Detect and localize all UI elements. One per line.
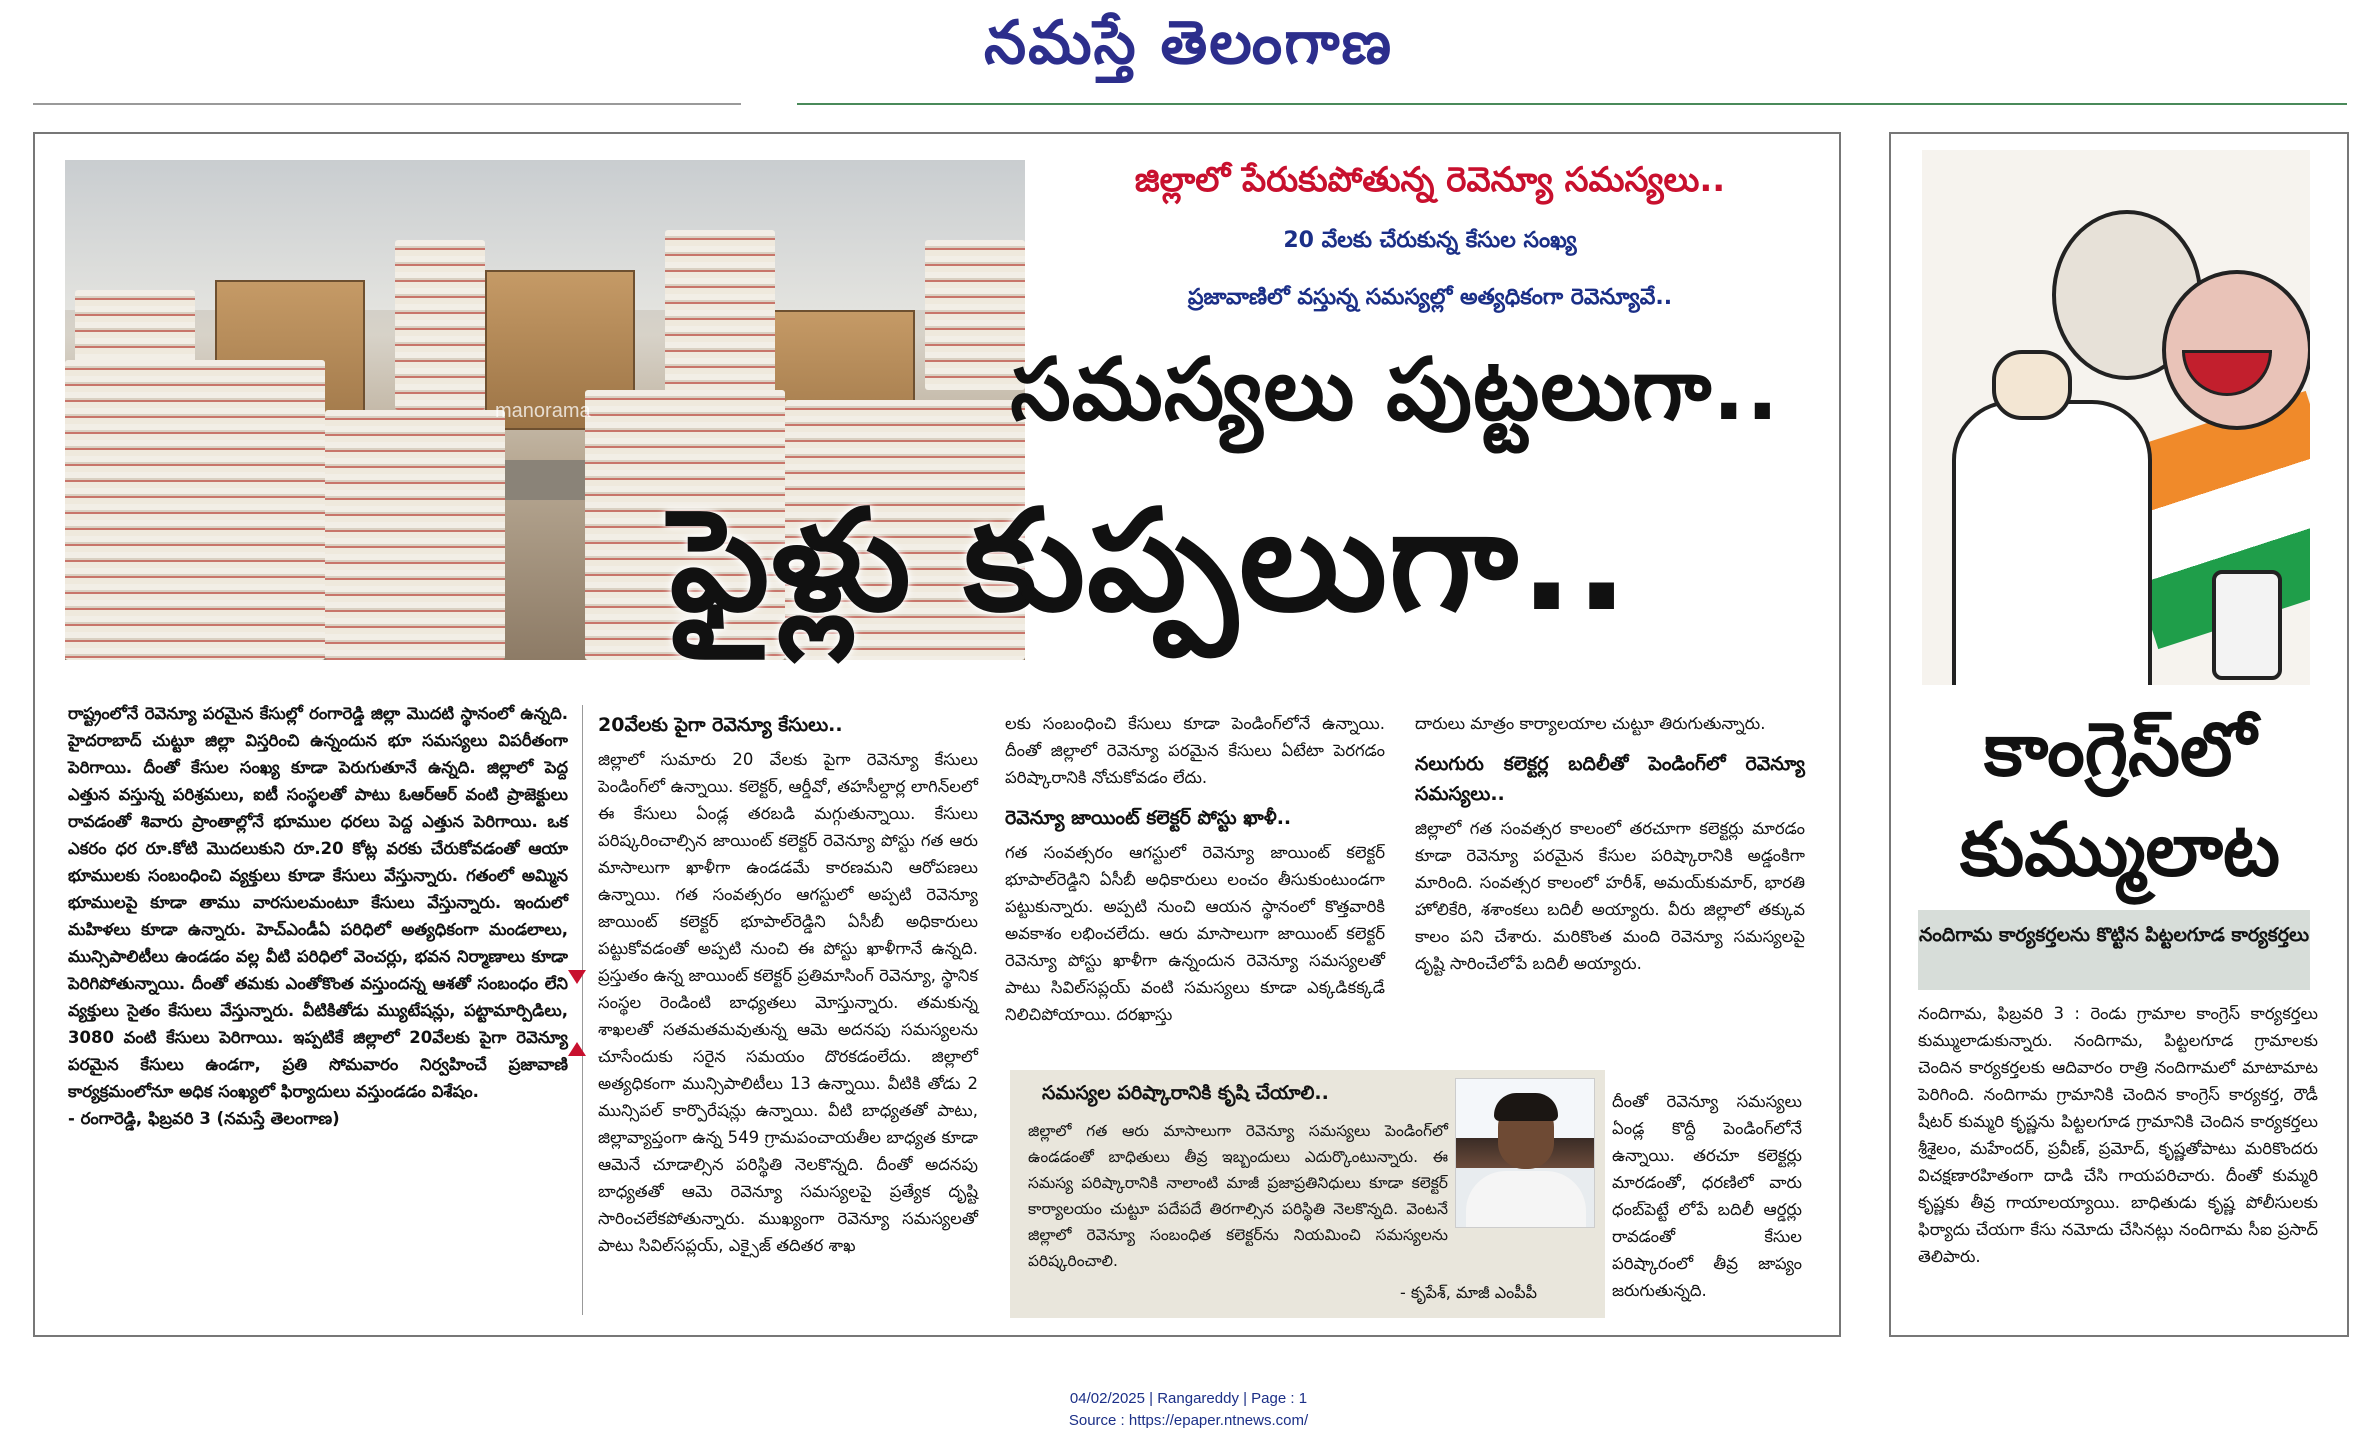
footer-date-edition: 04/02/2025 | Rangareddy | Page : 1 [1069,1390,1308,1407]
column-2-body: జిల్లాలో సుమారు 20 వేలకు పైగా రెవెన్యూ కేసులు పెండింగ్‌లో ఉన్నాయి. కలెక్టర్, ఆర్డీవో, తహసీల్దార్ల లాగిన్‌లలో ఈ కేసులు ఏండ్ల తరబడి మగ్గుతున్నాయి. కేసులు పరిష్కరించాల్సిన జాయింట్ కలెక్టర్ రెవెన్యూ పోస్టు గత ఆరు మాసాలుగా ఖాళీగా ఉండడమే కారణమని ఆరోపణలు ఉన్నాయి. గత సంవత్సరం ఆగస్టులో అప్పటి రెవెన్యూ జాయింట్ కలెక్టర్ భూపాల్‌రెడ్డిని ఏసీబీ అధికారులు పట్టుకోవడంతో అప్పటి నుంచి ఈ పోస్టు ఖాళీగానే ఉన్నది. ప్రస్తుతం ఉన్న జాయింట్ కలెక్టర్ ప్రతిమాసింగ్ రెవెన్యూ, స్థానిక సంస్థల రెండింటి బాధ్యతలు మోస్తున్నారు. తమకున్న శాఖలతో సతమతమవుతున్న ఆమె అదనపు సమస్యలను చూసేందుకు సరైన సమయం దొరకడంలేదు. జిల్లాలో అత్యధికంగా మున్సిపాలిటీలు 13 ఉన్నాయి. వీటికి తోడు 2 మున్సిపల్ కార్పొరేషన్లు ఉన్నాయి. వీటి బాధ్యతతో పాటు, జిల్లావ్యాప్తంగా ఉన్న 549 గ్రామపంచాయతీల బాధ్యత కూడా ఆమెనే చూడాల్సిన పరిస్థితి నెలకొన్నది. దీంతో అదనపు బాధ్యతతో ఆమె రెవెన్యూ సమస్యలపై ప్రత్యేక దృష్టి సారించలేకపోతున్నారు. ముఖ్యంగా రెవెన్యూ సమస్యలతో పాటు సివిల్‌సప్లయ్, ఎక్సైజ్ తదితర శాఖ [598,750,978,1255]
story-column-4 [1415,710,1805,977]
column-4-body: దారులు మాత్రం కార్యాలయాల చుట్టూ తిరుగుతున్నారు. [1415,714,1766,733]
quote-signature: - కృపేశ్, మాజీ ఎంపీపీ [1400,1283,1538,1302]
arrow-up-icon [568,1042,586,1056]
page-footer [0,1388,2377,1432]
photo-watermark: manorama [495,400,591,422]
story-column-2 [598,710,978,1259]
story-column-3 [1005,710,1385,1028]
column-3-subhead: రెవెన్యూ జాయింట్ కలెక్టర్ పోస్టు ఖాళీ.. [1005,807,1292,829]
side-kicker: నందిగామ కార్యకర్తలను కొట్టిన పిట్టలగూడ కార్యకర్తలు [1918,910,2310,990]
side-headline-line-1: కాంగ్రెస్‌లో [1983,707,2257,793]
footer-source: Source : https://epaper.ntnews.com/ [1068,1412,1309,1429]
column-3-body-2: గత సంవత్సరం ఆగస్టులో రెవెన్యూ జాయింట్ కలెక్టర్ భూపాల్‌రెడ్డిని ఏసీబీ అధికారులు లంచం తీసుకుంటుండగా పట్టుకున్నారు. అప్పటి నుంచి ఆయన స్థానంలో కొత్తవారికి అవకాశం లభించలేదు. ఆరు మాసాలుగా జాయింట్ కలెక్టర్ రెవెన్యూ పోస్టు ఖాళీగా ఉన్నందున రెవెన్యూ సమస్యలతో పాటు సివిల్‌సప్లయ్ వంటి సమస్యలు కూడా ఎక్కడికక్కడే నిలిచిపోయాయి. దరఖాస్తు [1005,843,1385,1024]
column-4-subhead: నలుగురు కలెక్టర్ల బదిలీతో పెండింగ్‌లో రెవెన్యూ సమస్యలు.. [1415,753,1805,805]
side-headline-line-2: కుమ్ములాట [1959,807,2281,893]
story-subhead-1: 20 వేలకు చేరుకున్న కేసుల సంఖ్య [1283,228,1577,253]
column-4-continuation [1612,1088,1802,1304]
story-dateline: - రంగారెడ్డి, ఫిబ్రవరి 3 (నమస్తే తెలంగాణ) [68,1109,340,1128]
side-story-body: నందిగామ, ఫిబ్రవరి 3 : రెండు గ్రామాల కాంగ్రెస్ కార్యకర్తలు కుమ్ములాడుకున్నారు. నందిగామ, పిట్టలగూడ గ్రామాలకు చెందిన కార్యకర్తలకు ఆదివారం రాత్రి నందిగామలో మాటామాట పెరిగింది. నందిగామ గ్రామానికి చెందిన కాంగ్రెస్ కార్యకర్త, రౌడీ షీటర్ కుమ్మరి కృష్ణను పిట్టలగూడ గ్రామానికి చెందిన కార్యకర్తలు శ్రీశైలం, మహేందర్, ప్రవీణ్, ప్రమోద్, కృష్ణతోపాటు మరికొందరు విచక్షణారహితంగా దాడి చేసి గాయపరిచారు. దీంతో కుమ్మరి కృష్ణకు తీవ్ర గాయాలయ్యాయి. బాధితుడు కృష్ణ పోలీసులకు ఫిర్యాదు చేయగా కేసు నమోదు చేసినట్లు నందిగామ సీఐ ప్రసాద్ తెలిపారు. [1918,1004,2318,1266]
quote-box-heading: సమస్యల పరిష్కారానికి కృషి చేయాలి.. [1042,1082,1329,1104]
congress-cartoon [1922,150,2310,685]
column-4-body-2: జిల్లాలో గత సంవత్సర కాలంలో తరచూగా కలెక్టర్లు మారడం కూడా రెవెన్యూ పరమైన కేసుల పరిష్కారానికి అడ్డంకిగా మారింది. సంవత్సర కాలంలో హరీశ్, అమయ్‌కుమార్, భారతి హోలికేరి, శశాంకలు బదిలీ అయ్యారు. వీరు జిల్లాలో తక్కువ కాలం పని చేశారు. మరికొంత మంది రెవెన్యూ సమస్యలపై దృష్టి సారించేలోపే బదిలీ అయ్యారు. [1415,819,1805,973]
masthead-logo: నమస్తే తెలంగాణ [983,8,1394,78]
side-headline [1900,700,2340,900]
column-4-body-3: దీంతో రెవెన్యూ సమస్యలు ఏండ్ల కొద్దీ పెండింగ్‌లోనే ఉన్నాయి. తరచూ కలెక్టర్లు మారడంతో, ధరణిలో వారు ధంబ్‌పెట్టే లోపే బదిలీ ఆర్డర్లు రావడంతో కేసుల పరిష్కారంలో తీవ్ర జాప్యం జరుగుతున్నది. [1612,1092,1802,1300]
story-kicker: జిల్లాలో పేరుకుపోతున్న రెవెన్యూ సమస్యలు.. [1134,160,1726,200]
column-2-subhead: 20వేలకు పైగా రెవెన్యూ కేసులు.. [598,714,843,736]
quote-box-text: జిల్లాలో గత ఆరు మాసాలుగా రెవెన్యూ సమస్యలు పెండింగ్‌లో ఉండడంతో బాధితులు తీవ్ర ఇబ్బందులు ఎదుర్కొంటున్నారు. ఈ సమస్య పరిష్కారానికి నాలాంటి మాజీ ప్రజాప్రతినిధులు కూడా కలెక్టర్ కార్యాలయం చుట్టూ పదేపదే తిరగాల్సిన పరిస్థితి నెలకొన్నది. వెంటనే జిల్లాలో రెవెన్యూ సంబంధిత కలెక్టర్‌ను నియమించి సమస్యలను పరిష్కరించాలి. [1028,1122,1448,1270]
column-3-body: లకు సంబంధించి కేసులు కూడా పెండింగ్‌లోనే ఉన్నాయి. దీంతో జిల్లాలో రెవెన్యూ పరమైన కేసులు ఏటేటా పెరగడం పరిష్కారానికి నోచుకోవడం లేదు. [1005,714,1385,787]
headline-line-2: ఫైళ్లు కుప్పలుగా.. [669,480,1631,643]
arrow-down-icon [568,970,586,984]
quote-person-photo [1455,1078,1595,1228]
quote-box [1010,1070,1605,1318]
column-1-body: రాష్ట్రంలోనే రెవెన్యూ పరమైన కేసుల్లో రంగారెడ్డి జిల్లా మొదటి స్థానంలో ఉన్నది. హైదరాబాద్ చుట్టూ జిల్లా విస్తరించి ఉన్నందున భూ సమస్యలు విపరీతంగా పెరిగాయి. దీంతో కేసుల సంఖ్య కూడా పెరుగుతూనే ఉన్నది. జిల్లాలో పెద్ద ఎత్తున వస్తున్న పరిశ్రమలు, ఐటీ సంస్థలతో పాటు ఓఆర్ఆర్ వంటి ప్రాజెక్టులు రావడంతో శివారు ప్రాంతాల్లోనే భూముల ధరలు పెద్ద ఎత్తున పెరిగాయి. ఒక ఎకరం ధర రూ.కోటి మొదలుకుని రూ.20 కోట్ల వరకు చేరుకోవడంతో ఆయా భూములకు సంబంధించి వ్యక్తులు కూడా కేసులు వేస్తున్నారు. గతంలో అమ్మిన భూములపై కూడా తాము వారసులమంటూ కేసులు వేస్తున్నారు. ఇందులో మహిళలు కూడా ఉన్నారు. హెచ్ఎండీఏ పరిధిలో అత్యధికంగా మండలాలు, మున్సిపాలిటీలు ఉండడం వల్ల వీటి పరిధిలో వెంచర్లు, భవన నిర్మాణాలు కూడా పెరిగిపోతున్నాయి. దీంతో తమకు ఎంతోకొంత వస్తుందన్న ఆశతో సంబంధం లేని వ్యక్తులు సైతం కేసులు వేస్తున్నారు. వీటికితోడు మ్యుటేషన్లు, పట్టామార్పిడిలు, 3080 వంటి కేసులు పెరిగాయి. ఇప్పటికే జిల్లాలో 20వేలకు పైగా రెవెన్యూ పరమైన కేసులు ఉండగా, ప్రతి సోమవారం నిర్వహించే ప్రజావాణి కార్యక్రమంలోనూ అధిక సంఖ్యలో ఫిర్యాదులు వస్తుండడం విశేషం. [68,704,568,1101]
story-column-1 [68,700,568,1132]
story-subhead-2: ప్రజావాణిలో వస్తున్న సమస్యల్లో అత్యధికంగా రెవెన్యూవే.. [1187,285,1673,310]
headline-line-1: సమస్యలు పుట్టలుగా.. [1010,340,1780,440]
masthead-rule-left [33,103,741,105]
column-divider-1 [582,705,583,1315]
masthead-rule-right [797,103,2347,105]
